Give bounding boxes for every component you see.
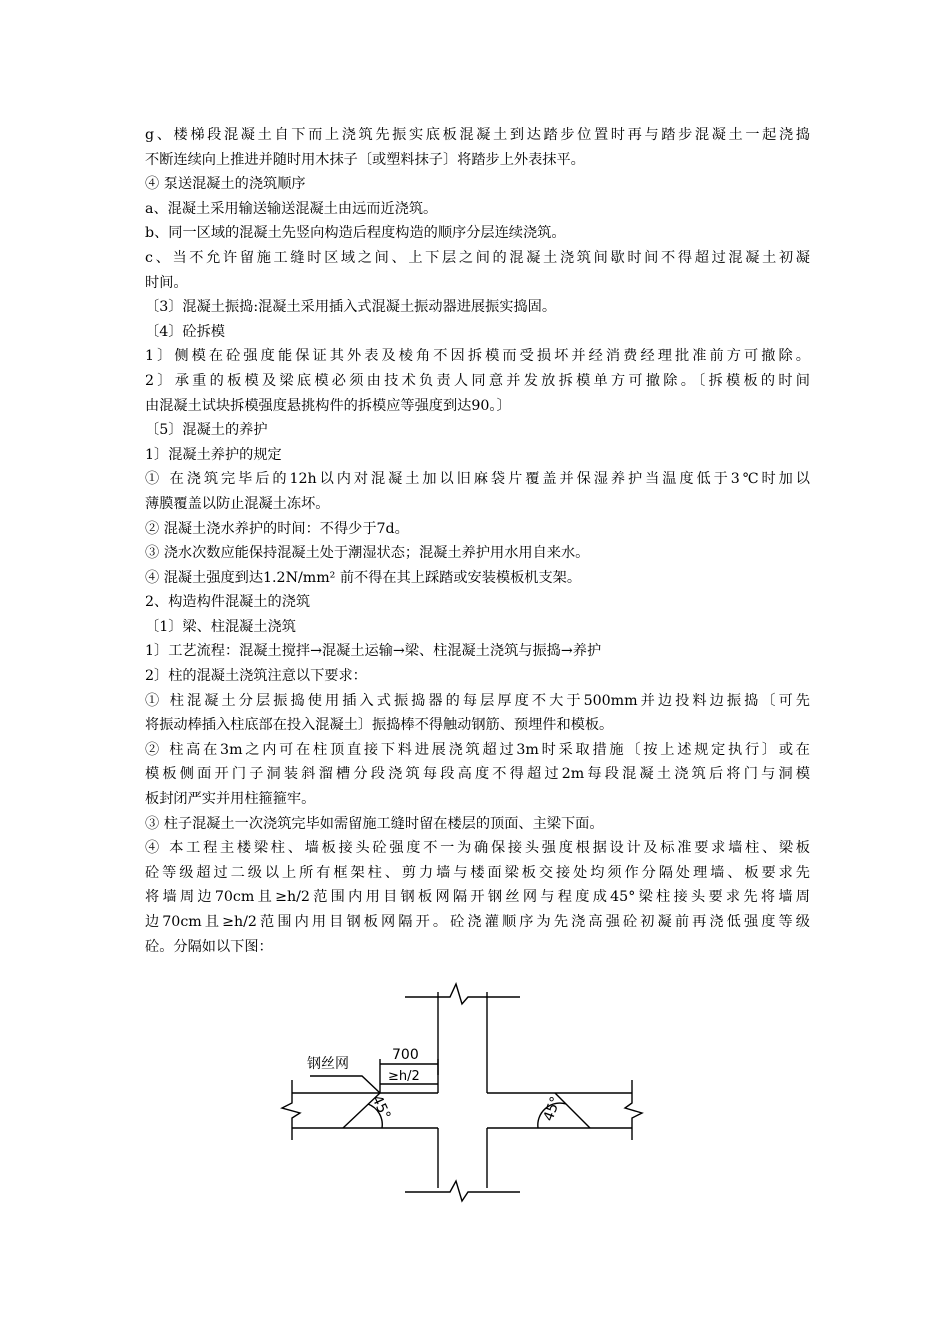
text-line: c、当不允许留施工缝时区域之间、上下层之间的混凝土浇筑间歇时间不得超过混凝土初凝 (145, 249, 810, 266)
text-line: 2、构造构件混凝土的浇筑 (145, 594, 311, 611)
text-line: 1〕工艺流程：混凝土搅拌→混凝土运输→梁、柱混凝土浇筑与振捣→养护 (145, 643, 602, 660)
text-line: 1〕混凝土养护的规定 (145, 446, 282, 463)
text-line: ③ 柱子混凝土一次浇筑完毕如需留施工缝时留在楼层的顶面、主梁下面。 (145, 815, 604, 832)
text-line: a、混凝土采用输送输送混凝土由远而近浇筑。 (145, 200, 438, 217)
text-line: ② 混凝土浇水养护的时间：不得少于7d。 (145, 520, 409, 537)
text-line: 由混凝土试块拆模强度悬挑构件的拆模应等强度到达90。〕 (145, 397, 511, 414)
text-line: ① 在浇筑完毕后的12h以内对混凝土加以旧麻袋片覆盖并保湿养护当温度低于3℃时加以 (145, 471, 810, 488)
text-line: ① 柱混凝土分层振捣使用插入式振捣器的每层厚度不大于500mm并边投料边振捣〔可先 (145, 692, 810, 709)
bottom-break-line (405, 1181, 520, 1201)
mesh-label: 钢丝网 (307, 1056, 349, 1072)
text-line: 砼。分隔如以下图： (145, 938, 273, 955)
beam-column-joint-diagram (270, 980, 650, 1205)
text-line: 薄膜覆盖以防止混凝土冻坏。 (145, 495, 330, 512)
text-line: 模板侧面开门子洞装斜溜槽分段浇筑每段高度不得超过2m每段混凝土浇筑后将门与洞模 (145, 766, 810, 783)
left-angle-label: 45° (368, 1092, 394, 1123)
text-line: g、楼梯段混凝土自下而上浇筑先振实底板混凝土到达踏步位置时再与踏步混凝土一起浇捣 (145, 127, 810, 143)
text-line: 板封闭严实并用柱箍箍牢。 (145, 791, 316, 808)
dimension-value: 700 (392, 1047, 419, 1063)
left-break-line (282, 1080, 300, 1140)
text-line: 〔3〕混凝土振捣:混凝土采用插入式混凝土振动器进展振实捣固。 (145, 299, 557, 316)
text-line: 将墙周边70cm且≥h/2范围内用目钢板网隔开钢丝网与程度成45°梁柱接头要求先将墙周 (145, 889, 810, 906)
text-line: 〔4〕砼拆模 (145, 323, 225, 340)
text-line: 砼等级超过二级以上所有框架柱、剪力墙与楼面梁板交接处均须作分隔处理墙、板要求先 (145, 864, 810, 881)
text-line: 1〕侧模在砼强度能保证其外表及棱角不因拆模而受损坏并经消费经理批准前方可撤除。 (145, 348, 810, 365)
text-line: b、同一区域的混凝土先竖向构造后程度构造的顺序分层连续浇筑。 (145, 225, 566, 242)
text-line: ③ 浇水次数应能保持混凝土处于潮湿状态；混凝土养护用水用自来水。 (145, 545, 590, 562)
text-line: 〔1〕梁、柱混凝土浇筑 (145, 618, 296, 635)
text-line: ② 柱高在3m之内可在柱顶直接下料进展浇筑超过3m时采取措施〔按上述规定执行〕或在 (145, 741, 810, 758)
text-line: 时间。 (145, 274, 188, 291)
document-body (145, 123, 810, 959)
right-break-line (625, 1080, 642, 1140)
dimension-note: ≥h/2 (388, 1069, 420, 1084)
text-line: ④ 本工程主楼梁柱、墙板接头砼强度不一为确保接头强度根据设计及标准要求墙柱、梁板 (145, 840, 810, 857)
text-line: 2〕柱的混凝土浇筑注意以下要求： (145, 668, 367, 685)
right-angle-label: 45° (540, 1094, 565, 1124)
text-line: 2〕承重的板模及梁底模必须由技术负责人同意并发放拆模单方可撤除。〔拆模板的时间 (145, 372, 810, 389)
text-line: 不断连续向上推进并随时用木抹子〔或塑料抹子〕将踏步上外表抹平。 (145, 151, 585, 168)
text-line: ④ 泵送混凝土的浇筑顺序 (145, 176, 306, 193)
text-line: 将振动棒插入柱底部在投入混凝土〕振捣棒不得触动钢筋、预埋件和模板。 (145, 717, 614, 734)
mesh-label-leader (310, 1076, 380, 1093)
top-break-line (405, 984, 520, 1004)
text-line: 边70cm且≥h/2范围内用目钢板网隔开。砼浇灌顺序为先浇高强砼初凝前再浇低强度等级 (145, 914, 810, 930)
text-line: ④ 混凝土强度到达1.2N/mm² 前不得在其上踩踏或安装模板机支架。 (145, 569, 582, 586)
text-line: 〔5〕混凝土的养护 (145, 422, 268, 439)
